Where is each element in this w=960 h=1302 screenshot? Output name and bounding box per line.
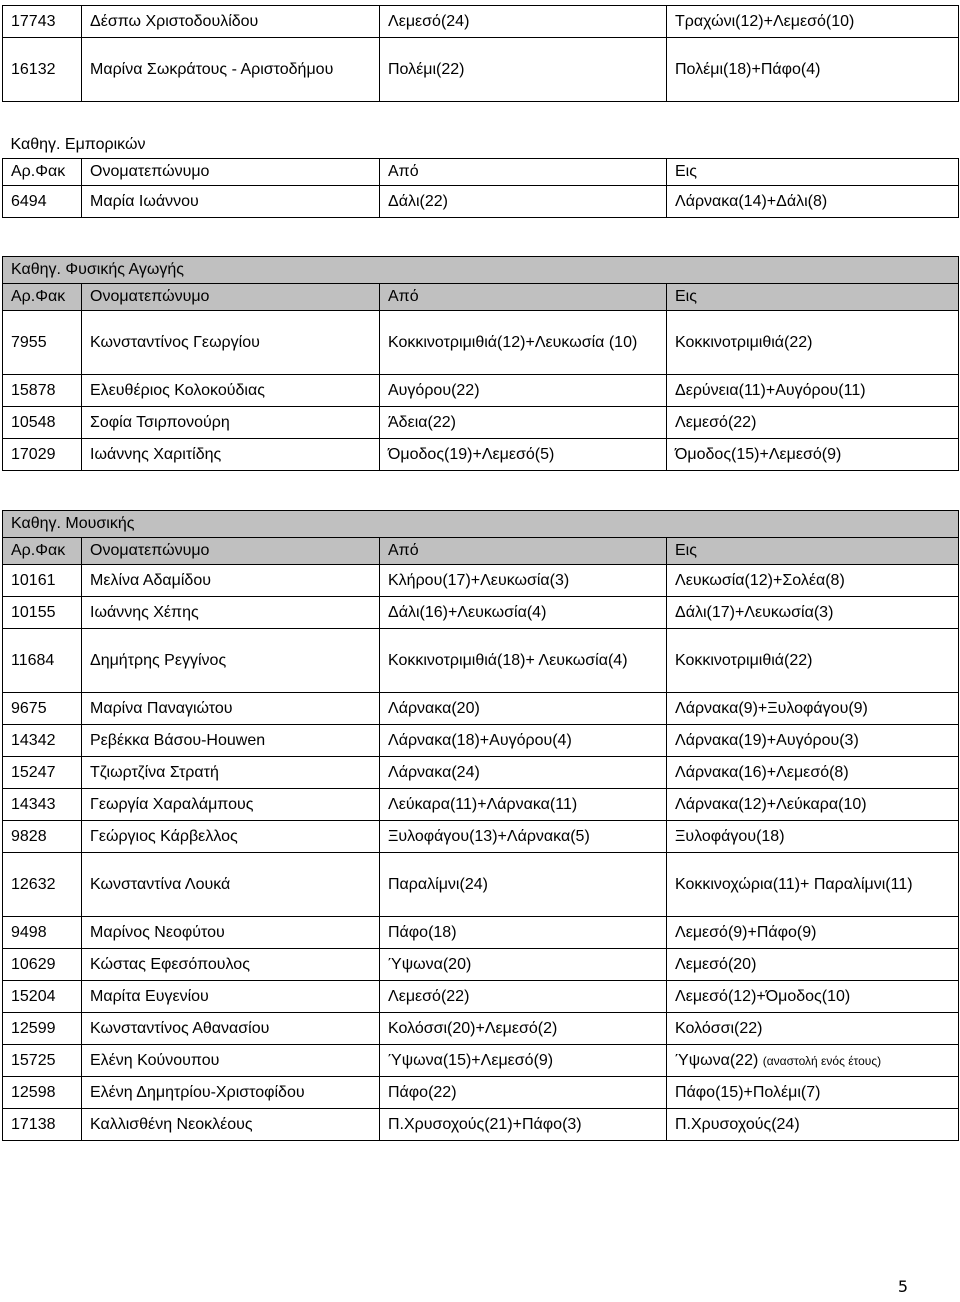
table-row bbox=[3, 38, 959, 102]
to-location: Κοκκινοτριμιθιά(22) bbox=[667, 311, 959, 375]
header-name: Ονοματεπώνυμο bbox=[82, 538, 380, 565]
to-location: Λάρνακα(14)+Δάλι(8) bbox=[667, 186, 959, 218]
category-row bbox=[3, 132, 959, 159]
table-row bbox=[3, 853, 959, 917]
from-location: Π.Χρυσοχούς(21)+Πάφο(3) bbox=[380, 1109, 667, 1141]
physical-education-teachers-table bbox=[2, 256, 959, 471]
from-location: Λάρνακα(20) bbox=[380, 693, 667, 725]
full-name: Ιωάννης Χέπης bbox=[82, 597, 380, 629]
header-file-number: Αρ.Φακ bbox=[3, 538, 82, 565]
table-row bbox=[3, 1013, 959, 1045]
category-row bbox=[3, 257, 959, 284]
header-to: Εις bbox=[667, 538, 959, 565]
full-name: Μαρίτα Ευγενίου bbox=[82, 981, 380, 1013]
table-row bbox=[3, 981, 959, 1013]
from-location: Ύψωνα(20) bbox=[380, 949, 667, 981]
to-location: Όμοδος(15)+Λεμεσό(9) bbox=[667, 439, 959, 471]
to-location: Δάλι(17)+Λευκωσία(3) bbox=[667, 597, 959, 629]
category-row bbox=[3, 511, 959, 538]
to-location: Λεμεσό(12)+Όμοδος(10) bbox=[667, 981, 959, 1013]
from-location: Δάλι(16)+Λευκωσία(4) bbox=[380, 597, 667, 629]
header-from: Από bbox=[380, 538, 667, 565]
table-row bbox=[3, 311, 959, 375]
to-location: Πολέμι(18)+Πάφο(4) bbox=[667, 38, 959, 102]
from-location: Αυγόρου(22) bbox=[380, 375, 667, 407]
file-number: 9828 bbox=[3, 821, 82, 853]
category-title: Καθηγ. Εμπορικών bbox=[3, 132, 959, 159]
full-name: Μελίνα Αδαμίδου bbox=[82, 565, 380, 597]
commerce-teachers-table bbox=[2, 132, 959, 218]
file-number: 15878 bbox=[3, 375, 82, 407]
full-name: Γεώργιος Κάρβελλος bbox=[82, 821, 380, 853]
from-location: Πάφο(18) bbox=[380, 917, 667, 949]
table-row bbox=[3, 693, 959, 725]
table-row bbox=[3, 375, 959, 407]
from-location: Δάλι(22) bbox=[380, 186, 667, 218]
file-number: 10629 bbox=[3, 949, 82, 981]
file-number: 10155 bbox=[3, 597, 82, 629]
table-row bbox=[3, 821, 959, 853]
full-name: Ελευθέριος Κολοκούδιας bbox=[82, 375, 380, 407]
from-location: Λάρνακα(24) bbox=[380, 757, 667, 789]
full-name: Ελένη Δημητρίου-Χριστοφίδου bbox=[82, 1077, 380, 1109]
full-name: Γεωργία Χαραλάμπους bbox=[82, 789, 380, 821]
from-location: Ύψωνα(15)+Λεμεσό(9) bbox=[380, 1045, 667, 1077]
to-location-value: Ύψωνα(22) bbox=[675, 1051, 759, 1069]
full-name: Μαρίνα Παναγιώτου bbox=[82, 693, 380, 725]
to-location: Δερύνεια(11)+Αυγόρου(11) bbox=[667, 375, 959, 407]
file-number: 9498 bbox=[3, 917, 82, 949]
from-location: Λάρνακα(18)+Αυγόρου(4) bbox=[380, 725, 667, 757]
to-location: Λάρνακα(9)+Ξυλοφάγου(9) bbox=[667, 693, 959, 725]
table-row bbox=[3, 1109, 959, 1141]
from-location: Πολέμι(22) bbox=[380, 38, 667, 102]
to-location: Λάρνακα(16)+Λεμεσό(8) bbox=[667, 757, 959, 789]
file-number: 6494 bbox=[3, 186, 82, 218]
to-location: Κοκκινοχώρια(11)+ Παραλίμνι(11) bbox=[667, 853, 959, 917]
file-number: 17029 bbox=[3, 439, 82, 471]
header-to: Εις bbox=[667, 284, 959, 311]
file-number: 15725 bbox=[3, 1045, 82, 1077]
table-row bbox=[3, 1077, 959, 1109]
header-row bbox=[3, 159, 959, 186]
header-row bbox=[3, 538, 959, 565]
from-location: Κλήρου(17)+Λευκωσία(3) bbox=[380, 565, 667, 597]
to-location: Λευκωσία(12)+Σολέα(8) bbox=[667, 565, 959, 597]
suspension-note: (αναστολή ενός έτους) bbox=[762, 1053, 882, 1068]
table-row bbox=[3, 597, 959, 629]
full-name: Κωνσταντίνος Γεωργίου bbox=[82, 311, 380, 375]
from-location: Άδεια(22) bbox=[380, 407, 667, 439]
table-row bbox=[3, 757, 959, 789]
full-name: Ιωάννης Χαριτίδης bbox=[82, 439, 380, 471]
from-location: Πάφο(22) bbox=[380, 1077, 667, 1109]
header-file-number: Αρ.Φακ bbox=[3, 284, 82, 311]
full-name: Τζιωρτζίνα Στρατή bbox=[82, 757, 380, 789]
full-name: Ελένη Κούνουπου bbox=[82, 1045, 380, 1077]
to-location: Κοκκινοτριμιθιά(22) bbox=[667, 629, 959, 693]
table-row bbox=[3, 949, 959, 981]
transfer-table-continued bbox=[2, 5, 959, 102]
full-name: Δέσπω Χριστοδουλίδου bbox=[82, 6, 380, 38]
header-row bbox=[3, 284, 959, 311]
file-number: 15204 bbox=[3, 981, 82, 1013]
table-row bbox=[3, 407, 959, 439]
file-number: 7955 bbox=[3, 311, 82, 375]
table-row bbox=[3, 565, 959, 597]
category-title: Καθηγ. Φυσικής Αγωγής bbox=[3, 257, 959, 284]
table-row bbox=[3, 186, 959, 218]
to-location: Λεμεσό(20) bbox=[667, 949, 959, 981]
table-row bbox=[3, 917, 959, 949]
file-number: 14342 bbox=[3, 725, 82, 757]
from-location: Ξυλοφάγου(13)+Λάρνακα(5) bbox=[380, 821, 667, 853]
from-location: Κοκκινοτριμιθιά(18)+ Λευκωσία(4) bbox=[380, 629, 667, 693]
header-name: Ονοματεπώνυμο bbox=[82, 284, 380, 311]
file-number: 12599 bbox=[3, 1013, 82, 1045]
file-number: 10548 bbox=[3, 407, 82, 439]
table-row bbox=[3, 439, 959, 471]
full-name: Ρεβέκκα Βάσου-Houwen bbox=[82, 725, 380, 757]
header-name: Ονοματεπώνυμο bbox=[82, 159, 380, 186]
header-to: Εις bbox=[667, 159, 959, 186]
file-number: 14343 bbox=[3, 789, 82, 821]
full-name: Δημήτρης Ρεγγίνος bbox=[82, 629, 380, 693]
to-location: Τραχώνι(12)+Λεμεσό(10) bbox=[667, 6, 959, 38]
from-location: Κοκκινοτριμιθιά(12)+Λευκωσία (10) bbox=[380, 311, 667, 375]
from-location: Λεύκαρα(11)+Λάρνακα(11) bbox=[380, 789, 667, 821]
header-from: Από bbox=[380, 284, 667, 311]
table-row bbox=[3, 725, 959, 757]
header-from: Από bbox=[380, 159, 667, 186]
to-location: Πάφο(15)+Πολέμι(7) bbox=[667, 1077, 959, 1109]
to-location: Λάρνακα(19)+Αυγόρου(3) bbox=[667, 725, 959, 757]
from-location: Κολόσσι(20)+Λεμεσό(2) bbox=[380, 1013, 667, 1045]
file-number: 10161 bbox=[3, 565, 82, 597]
full-name: Σοφία Τσιρπονούρη bbox=[82, 407, 380, 439]
full-name: Κώστας Εφεσόπουλος bbox=[82, 949, 380, 981]
to-location bbox=[667, 1045, 959, 1077]
to-location: Κολόσσι(22) bbox=[667, 1013, 959, 1045]
table-row bbox=[3, 1045, 959, 1077]
to-location: Λάρνακα(12)+Λεύκαρα(10) bbox=[667, 789, 959, 821]
category-title: Καθηγ. Μουσικής bbox=[3, 511, 959, 538]
full-name: Κωνσταντίνος Αθανασίου bbox=[82, 1013, 380, 1045]
full-name: Μαρίνος Νεοφύτου bbox=[82, 917, 380, 949]
from-location: Παραλίμνι(24) bbox=[380, 853, 667, 917]
header-file-number: Αρ.Φακ bbox=[3, 159, 82, 186]
table-row bbox=[3, 6, 959, 38]
to-location: Λεμεσό(22) bbox=[667, 407, 959, 439]
file-number: 17138 bbox=[3, 1109, 82, 1141]
page-number: 5 bbox=[897, 1277, 908, 1296]
from-location: Όμοδος(19)+Λεμεσό(5) bbox=[380, 439, 667, 471]
full-name: Κωνσταντίνα Λουκά bbox=[82, 853, 380, 917]
full-name: Μαρίνα Σωκράτους - Αριστοδήμου bbox=[82, 38, 380, 102]
from-location: Λεμεσό(22) bbox=[380, 981, 667, 1013]
full-name: Καλλισθένη Νεοκλέους bbox=[82, 1109, 380, 1141]
file-number: 15247 bbox=[3, 757, 82, 789]
full-name: Μαρία Ιωάννου bbox=[82, 186, 380, 218]
to-location: Π.Χρυσοχούς(24) bbox=[667, 1109, 959, 1141]
to-location: Λεμεσό(9)+Πάφο(9) bbox=[667, 917, 959, 949]
file-number: 12632 bbox=[3, 853, 82, 917]
file-number: 17743 bbox=[3, 6, 82, 38]
from-location: Λεμεσό(24) bbox=[380, 6, 667, 38]
file-number: 9675 bbox=[3, 693, 82, 725]
file-number: 12598 bbox=[3, 1077, 82, 1109]
to-location: Ξυλοφάγου(18) bbox=[667, 821, 959, 853]
file-number: 16132 bbox=[3, 38, 82, 102]
table-row bbox=[3, 789, 959, 821]
file-number: 11684 bbox=[3, 629, 82, 693]
table-row bbox=[3, 629, 959, 693]
music-teachers-table bbox=[2, 510, 959, 1141]
